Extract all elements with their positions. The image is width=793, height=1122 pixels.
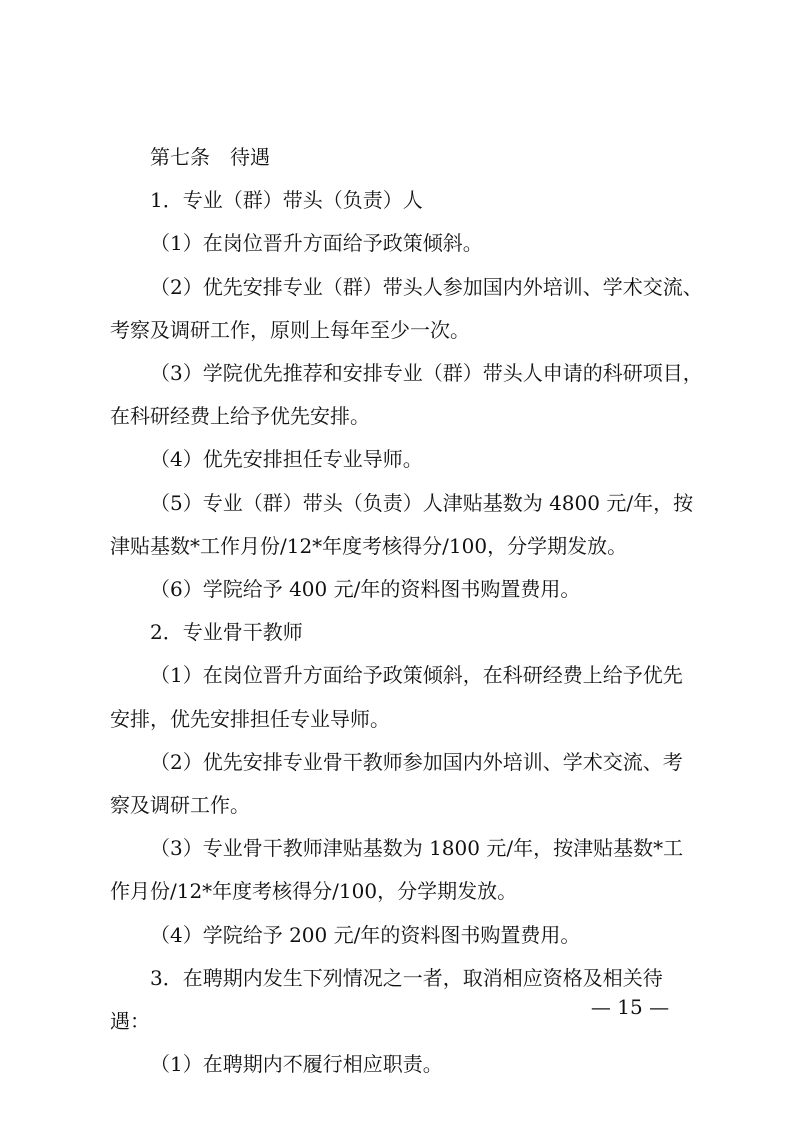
paragraph-line: （2）优先安排专业（群）带头人参加国内外培训、学术交流、 [150,274,703,299]
paragraph-line: 津贴基数*工作月份/12*年度考核得分/100，分学期发放。 [110,533,628,558]
paragraph-line: （3）专业骨干教师津贴基数为 1800 元/年，按津贴基数*工 [150,836,684,861]
page-number: — 15 — [590,995,670,1019]
section-heading-backbone-teachers: 2．专业骨干教师 [150,620,303,645]
paragraph-line: 安排，优先安排担任专业导师。 [110,706,390,731]
paragraph-line: 作月份/12*年度考核得分/100，分学期发放。 [110,879,518,904]
paragraph-line: 遇： [110,1009,150,1034]
paragraph-line: （2）优先安排专业骨干教师参加国内外培训、学术交流、考 [150,749,683,774]
paragraph-line: （1）在聘期内不履行相应职责。 [150,1052,443,1077]
paragraph-line: 察及调研工作。 [110,793,250,818]
section-heading-disqualification: 3．在聘期内发生下列情况之一者，取消相应资格及相关待 [150,965,663,990]
paragraph-line: （6）学院给予 400 元/年的资料图书购置费用。 [150,577,581,602]
section-heading-leaders: 1．专业（群）带头（负责）人 [150,188,423,213]
paragraph-line: 考察及调研工作，原则上每年至少一次。 [110,317,470,342]
paragraph-line: （3）学院优先推荐和安排专业（群）带头人申请的科研项目， [150,361,703,386]
paragraph-line: （1）在岗位晋升方面给予政策倾斜。 [150,231,483,256]
paragraph-line: （4）学院给予 200 元/年的资料图书购置费用。 [150,922,581,947]
paragraph-line: 在科研经费上给予优先安排。 [110,404,370,429]
paragraph-line: （5）专业（群）带头（负责）人津贴基数为 4800 元/年，按 [150,490,694,515]
paragraph-line: （1）在岗位晋升方面给予政策倾斜，在科研经费上给予优先 [150,663,683,688]
article-heading: 第七条 待遇 [150,145,270,169]
document-body [110,136,703,1086]
paragraph-line: （4）优先安排担任专业导师。 [150,447,423,472]
